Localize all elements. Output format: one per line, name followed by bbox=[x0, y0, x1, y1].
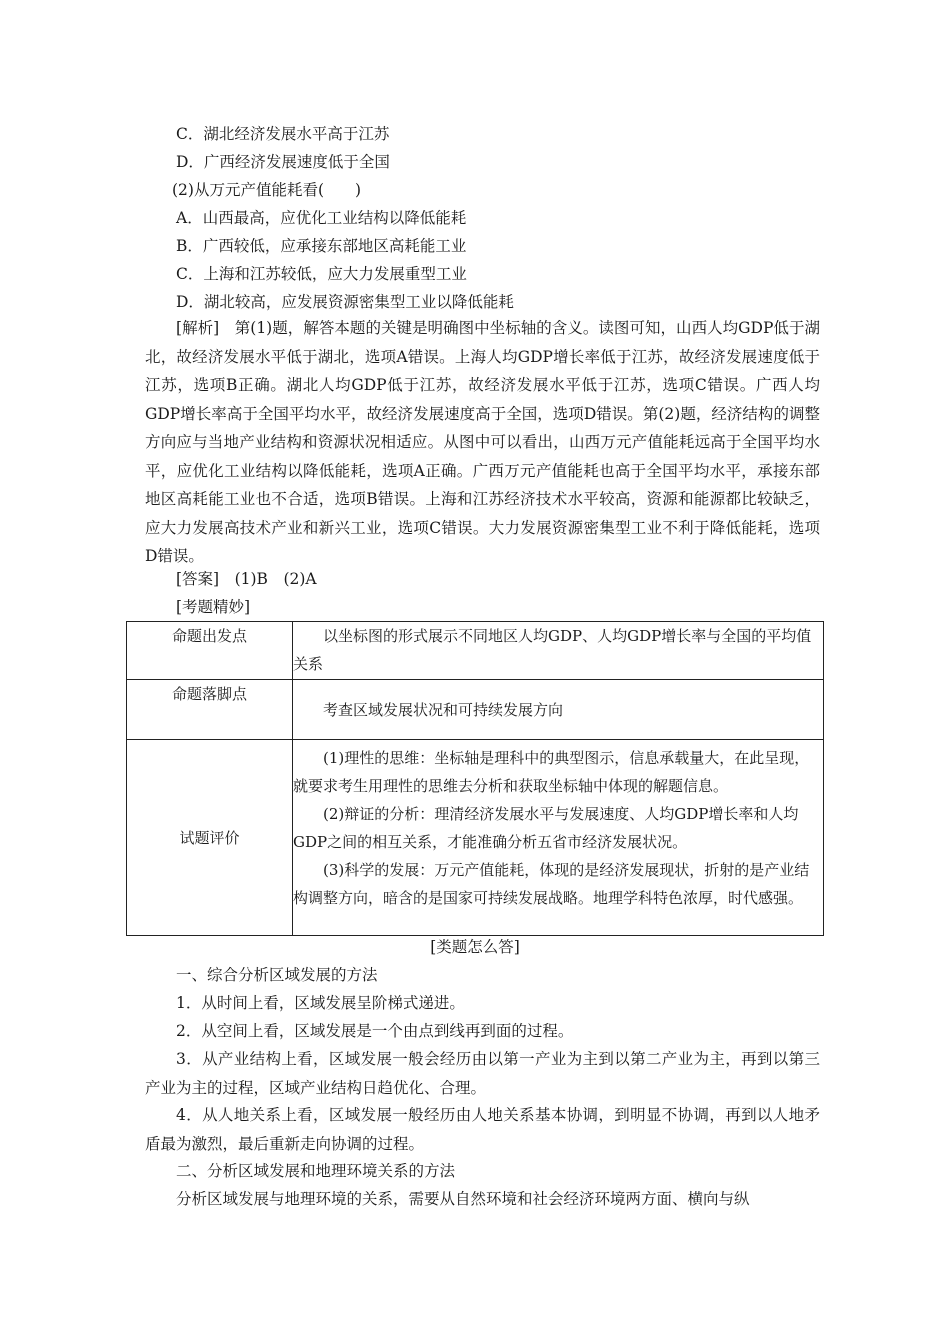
row-label-focus: 命题落脚点 bbox=[127, 680, 293, 740]
evaluation-point-3: (3)科学的发展：万元产值能耗，体现的是经济发展现状，折射的是产业结构调整方向，暗含的是国家可持续发展战略。地理学科特色浓厚，时代感强。 bbox=[293, 861, 810, 907]
option-q2-d: D．湖北较高，应发展资源密集型工业以降低能耗 bbox=[176, 293, 514, 311]
section-1-item-2: 2．从空间上看，区域发展是一个由点到线再到面的过程。 bbox=[176, 1022, 574, 1040]
section-2-title: 二、分析区域发展和地理环境关系的方法 bbox=[176, 1162, 456, 1180]
option-q1-d: D．广西经济发展速度低于全国 bbox=[176, 153, 390, 171]
evaluation-point-1: (1)理性的思维：坐标轴是理科中的典型图示，信息承载量大，在此呈现，就要求考生用理性的思维去分析和获取坐标轴中体现的解题信息。 bbox=[293, 749, 810, 795]
section-2-intro: 分析区域发展与地理环境的关系，需要从自然环境和社会经济环境两方面、横向与纵 bbox=[176, 1190, 750, 1208]
option-q2-a: A．山西最高，应优化工业结构以降低能耗 bbox=[176, 209, 467, 227]
table-row bbox=[127, 622, 824, 680]
focus-text: 考查区域发展状况和可持续发展方向 bbox=[323, 700, 564, 719]
section-1-item-1: 1．从时间上看，区域发展呈阶梯式递进。 bbox=[176, 994, 465, 1012]
table-row bbox=[127, 680, 824, 740]
exam-heading: [考题精妙] bbox=[176, 598, 251, 616]
option-q1-c: C．湖北经济发展水平高于江苏 bbox=[176, 125, 390, 143]
option-q2-b: B．广西较低，应承接东部地区高耗能工业 bbox=[176, 237, 467, 255]
row-label-evaluation: 试题评价 bbox=[127, 740, 293, 936]
answer-line: [答案] (1)B (2)A bbox=[176, 570, 317, 588]
analysis-paragraph: [解析] 第(1)题，解答本题的关键是明确图中坐标轴的含义。读图可知，山西人均GDP低于湖北，故经济发展水平低于湖北，选项A错误。上海人均GDP增长率低于江苏，故经济发展速度低于江苏，选项B正确。湖北人均GDP低于江苏，故经济发展水平低于江苏，选项C错误。广西人均GDP增长率高于全国平均水平，故经济发展速度高于全国，选项D错误。第(2)题，经济结构的调整方向应与当地产业结构和资源状况相适应。从图中可以看出，山西万元产值能耗远高于全国平均水平，应优化工业结构以降低能耗，选项A正确。广西万元产值能耗也高于全国平均水平，承接东部地区高耗能工业也不合适，选项B错误。上海和江苏经济技术水平较高，资源和能源都比较缺乏，应大力发展高技术产业和新兴工业，选项C错误。大力发展资源密集型工业不利于降低能耗，选项D错误。 bbox=[145, 319, 820, 565]
row-content-evaluation bbox=[293, 740, 824, 936]
option-q2-c: C．上海和江苏较低，应大力发展重型工业 bbox=[176, 265, 467, 283]
similar-heading: [类题怎么答] bbox=[430, 938, 520, 956]
row-label-origin: 命题出发点 bbox=[127, 622, 293, 680]
section-1-item-4: 4．从人地关系上看，区域发展一般经历由人地关系基本协调，到明显不协调，再到以人地矛盾最为激烈，最后重新走向协调的过程。 bbox=[145, 1106, 820, 1153]
evaluation-point-2: (2)辩证的分析：理清经济发展水平与发展速度、人均GDP增长率和人均GDP之间的相互关系，才能准确分析五省市经济发展状况。 bbox=[293, 805, 799, 851]
row-content-focus bbox=[293, 680, 824, 740]
section-1-item-3: 3．从产业结构上看，区域发展一般会经历由以第一产业为主到以第二产业为主，再到以第三产业为主的过程，区域产业结构日趋优化、合理。 bbox=[145, 1050, 820, 1097]
table-row bbox=[127, 740, 824, 936]
row-content-origin bbox=[293, 622, 824, 680]
origin-text: 以坐标图的形式展示不同地区人均GDP、人均GDP增长率与全国的平均值关系 bbox=[293, 627, 812, 673]
exam-evaluation-table bbox=[126, 621, 824, 936]
section-1-title: 一、综合分析区域发展的方法 bbox=[176, 966, 378, 984]
question-2-stem: (2)从万元产值能耗看( ) bbox=[172, 181, 362, 199]
